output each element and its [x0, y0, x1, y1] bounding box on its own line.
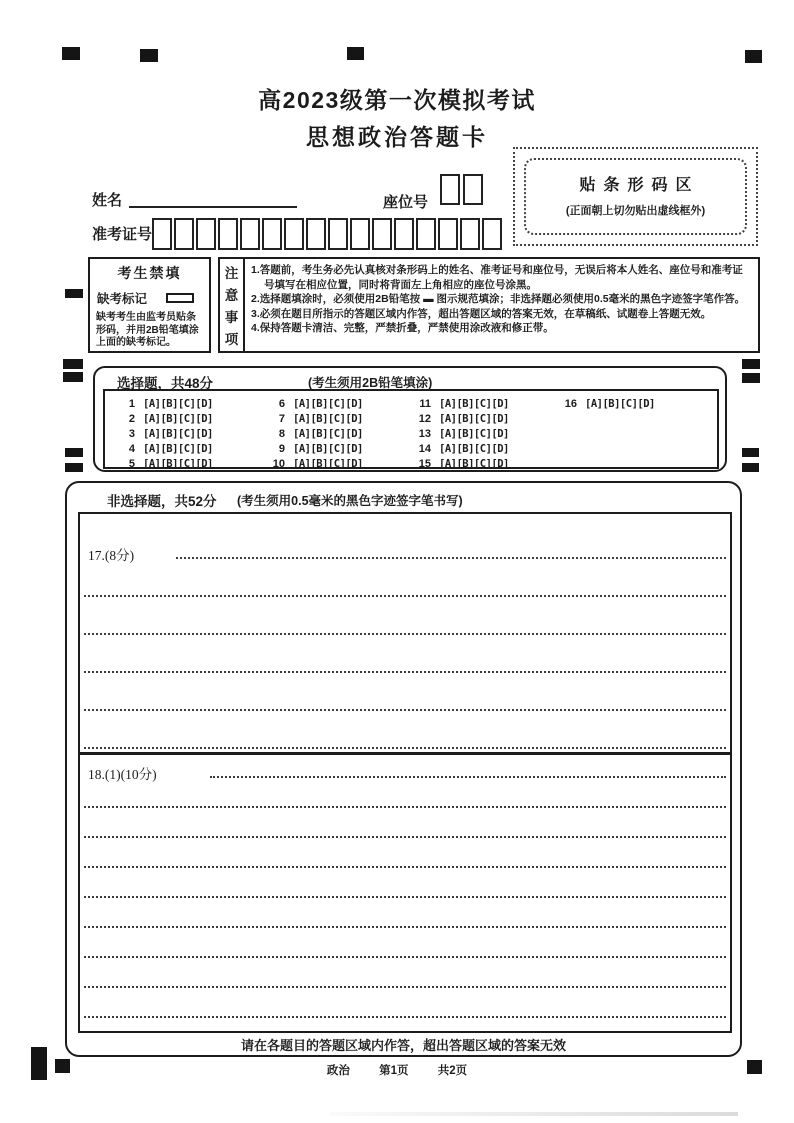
- question-number: 7: [278, 412, 285, 425]
- question-number: 5: [128, 457, 135, 470]
- answer-line[interactable]: [84, 595, 726, 597]
- answer-area-warning: 请在各题目的答题区域内作答，超出答题区域的答案无效: [240, 1038, 566, 1053]
- barcode-title: 贴条形码区: [579, 177, 700, 194]
- exam-number-box[interactable]: [416, 218, 436, 250]
- choice-row: [263, 456, 363, 471]
- registration-mark: [742, 373, 760, 383]
- examinee-no-fill-box: [88, 257, 211, 353]
- question-18-label: 18.(1)(10分): [88, 767, 157, 782]
- notice-item: 3.必须在题目所指示的答题区域内作答，超出答题区域的答案无效，在草稿纸、试题卷上答题无效。: [251, 307, 712, 320]
- seat-number-box[interactable]: [440, 174, 460, 205]
- question-number: 9: [278, 442, 285, 455]
- seat-number-box[interactable]: [463, 174, 483, 205]
- question-number: 10: [272, 457, 285, 470]
- notice-vertical-label: [220, 259, 245, 351]
- choice-row: [409, 441, 509, 456]
- registration-mark: [65, 448, 83, 457]
- question-number: 8: [278, 427, 285, 440]
- choice-row: [263, 411, 363, 426]
- notice-item: 1.答题前，考生务必先认真核对条形码上的姓名、准考证号和座位号，无误后将本人姓名、座位号和准考证号填写在相应位置，同时将背面左上角相应的座位号涂黑。: [251, 264, 743, 291]
- exam-number-box[interactable]: [372, 218, 392, 250]
- name-label: 姓名: [92, 192, 123, 209]
- answer-line[interactable]: [84, 866, 726, 868]
- answer-options[interactable]: [A][B][C][D]: [143, 457, 213, 470]
- choice-row: [263, 441, 363, 456]
- registration-mark: [742, 463, 759, 472]
- seat-number-label: 座位号: [383, 194, 429, 211]
- choice-row: [113, 426, 213, 441]
- question-number: 12: [418, 412, 431, 425]
- answer-line[interactable]: [84, 709, 726, 711]
- answer-line[interactable]: [84, 836, 726, 838]
- answer-line[interactable]: [84, 1016, 726, 1018]
- notice-item: 4.保持答题卡清洁、完整，严禁折叠，严禁使用涂改液和修正带。: [251, 322, 554, 335]
- notice-vertical-char: 意: [224, 288, 239, 303]
- sheet-title: 思想政治答题卡: [306, 124, 488, 150]
- absent-mark-label: 缺考标记: [97, 292, 148, 306]
- answer-options[interactable]: [A][B][C][D]: [143, 442, 213, 455]
- choice-section: [93, 366, 727, 472]
- notice-box: [218, 257, 760, 353]
- choice-row: [409, 426, 509, 441]
- choice-row: [409, 411, 509, 426]
- question-number: 13: [418, 427, 431, 440]
- footer-page-total: 共2页: [437, 1065, 468, 1077]
- answer-line[interactable]: [84, 926, 726, 928]
- exam-number-box[interactable]: [328, 218, 348, 250]
- seat-number-boxes: [440, 174, 483, 205]
- answer-line[interactable]: [84, 806, 726, 808]
- exam-number-label: 准考证号: [92, 226, 153, 243]
- answer-line[interactable]: [84, 986, 726, 988]
- answer-options[interactable]: [A][B][C][D]: [143, 427, 213, 440]
- question-number: 14: [418, 442, 431, 455]
- question-number: 16: [564, 397, 577, 410]
- answer-options[interactable]: [A][B][C][D]: [439, 457, 509, 470]
- choice-section-title: 选择题，共48分: [117, 376, 214, 391]
- notice-vertical-char: 事: [224, 310, 239, 325]
- subjective-section: [65, 481, 742, 1057]
- answer-grid: [103, 389, 719, 469]
- exam-number-box[interactable]: [174, 218, 194, 250]
- registration-mark: [745, 50, 762, 63]
- question-number: 15: [418, 457, 431, 470]
- answer-options[interactable]: [A][B][C][D]: [439, 427, 509, 440]
- answer-line[interactable]: [84, 671, 726, 673]
- notice-vertical-char: 项: [224, 332, 239, 347]
- choice-row: [263, 396, 363, 411]
- registration-mark: [742, 359, 760, 369]
- choice-row: [555, 396, 655, 411]
- answer-options[interactable]: [A][B][C][D]: [293, 412, 363, 425]
- exam-number-box[interactable]: [218, 218, 238, 250]
- notice-list: [245, 259, 758, 351]
- question-number: 6: [278, 397, 285, 410]
- answer-line[interactable]: [84, 747, 726, 749]
- subjective-section-hint: (考生须用0.5毫米的黑色字迹签字笔书写): [237, 494, 463, 508]
- registration-mark: [742, 448, 759, 457]
- exam-title: 高2023级第一次模拟考试: [258, 87, 536, 113]
- no-fill-note: 缺考考生由监考员贴条形码，并用2B铅笔填涂上面的缺考标记。: [96, 312, 199, 348]
- registration-mark: [63, 372, 83, 382]
- answer-options[interactable]: [A][B][C][D]: [439, 442, 509, 455]
- choice-row: [409, 396, 509, 411]
- subjective-answer-area: [78, 512, 732, 1033]
- choice-row: [263, 426, 363, 441]
- exam-number-box[interactable]: [482, 218, 502, 250]
- section-divider: [80, 752, 730, 755]
- question-17-label: 17.(8分): [88, 548, 135, 563]
- exam-number-box[interactable]: [350, 218, 370, 250]
- title-block: [0, 82, 794, 152]
- notice-item: 2.选择题填涂时，必须使用2B铅笔按 ▬ 图示规范填涂；非选择题必须使用0.5毫米的黑色字迹签字笔作答。: [251, 293, 746, 306]
- answer-options[interactable]: [A][B][C][D]: [585, 397, 655, 410]
- name-input-line[interactable]: [129, 189, 297, 208]
- registration-mark: [63, 359, 83, 369]
- question-number: 11: [419, 397, 431, 410]
- answer-options[interactable]: [A][B][C][D]: [293, 427, 363, 440]
- choice-section-hint: (考生须用2B铅笔填涂): [308, 376, 433, 390]
- absent-mark-box[interactable]: [166, 293, 194, 303]
- question-number: 4: [128, 442, 135, 455]
- exam-number-box[interactable]: [196, 218, 216, 250]
- answer-options[interactable]: [A][B][C][D]: [293, 442, 363, 455]
- answer-line[interactable]: [84, 896, 726, 898]
- answer-line[interactable]: [84, 633, 726, 635]
- answer-line[interactable]: [84, 956, 726, 958]
- exam-number-box[interactable]: [262, 218, 282, 250]
- choice-row: [409, 456, 509, 471]
- choice-row: [113, 456, 213, 471]
- scan-artifact: [330, 1112, 738, 1116]
- barcode-area[interactable]: [513, 147, 758, 246]
- registration-mark: [347, 47, 364, 60]
- barcode-subtitle: (正面朝上切勿贴出虚线框外): [565, 205, 706, 217]
- footer-subject: 政治: [326, 1065, 350, 1077]
- answer-line[interactable]: [210, 776, 726, 778]
- registration-mark: [65, 463, 83, 472]
- answer-options[interactable]: [A][B][C][D]: [293, 397, 363, 410]
- choice-row: [113, 441, 213, 456]
- answer-options[interactable]: [A][B][C][D]: [293, 457, 363, 470]
- exam-number-box[interactable]: [460, 218, 480, 250]
- question-number: 1: [128, 397, 135, 410]
- answer-options[interactable]: [A][B][C][D]: [439, 412, 509, 425]
- answer-options[interactable]: [A][B][C][D]: [143, 397, 213, 410]
- answer-options[interactable]: [A][B][C][D]: [439, 397, 509, 410]
- exam-number-box[interactable]: [152, 218, 172, 250]
- choice-row: [113, 411, 213, 426]
- answer-options[interactable]: [A][B][C][D]: [143, 412, 213, 425]
- exam-number-boxes: [152, 218, 502, 250]
- footer-page-number: 第1页: [379, 1065, 409, 1077]
- barcode-paste-zone[interactable]: [524, 158, 747, 235]
- exam-number-box[interactable]: [306, 218, 326, 250]
- exam-number-box[interactable]: [394, 218, 414, 250]
- notice-vertical-char: 注: [224, 266, 239, 281]
- registration-mark: [65, 289, 83, 298]
- no-fill-title: 考生禁填: [117, 265, 182, 281]
- exam-number-box[interactable]: [240, 218, 260, 250]
- page-footer: [0, 1062, 794, 1078]
- exam-number-box[interactable]: [438, 218, 458, 250]
- choice-row: [113, 396, 213, 411]
- question-number: 3: [128, 427, 135, 440]
- registration-mark: [140, 49, 158, 62]
- subjective-section-title: 非选择题，共52分: [107, 494, 217, 509]
- question-number: 2: [128, 412, 135, 425]
- registration-mark: [62, 47, 80, 60]
- answer-line[interactable]: [176, 557, 726, 559]
- exam-number-box[interactable]: [284, 218, 304, 250]
